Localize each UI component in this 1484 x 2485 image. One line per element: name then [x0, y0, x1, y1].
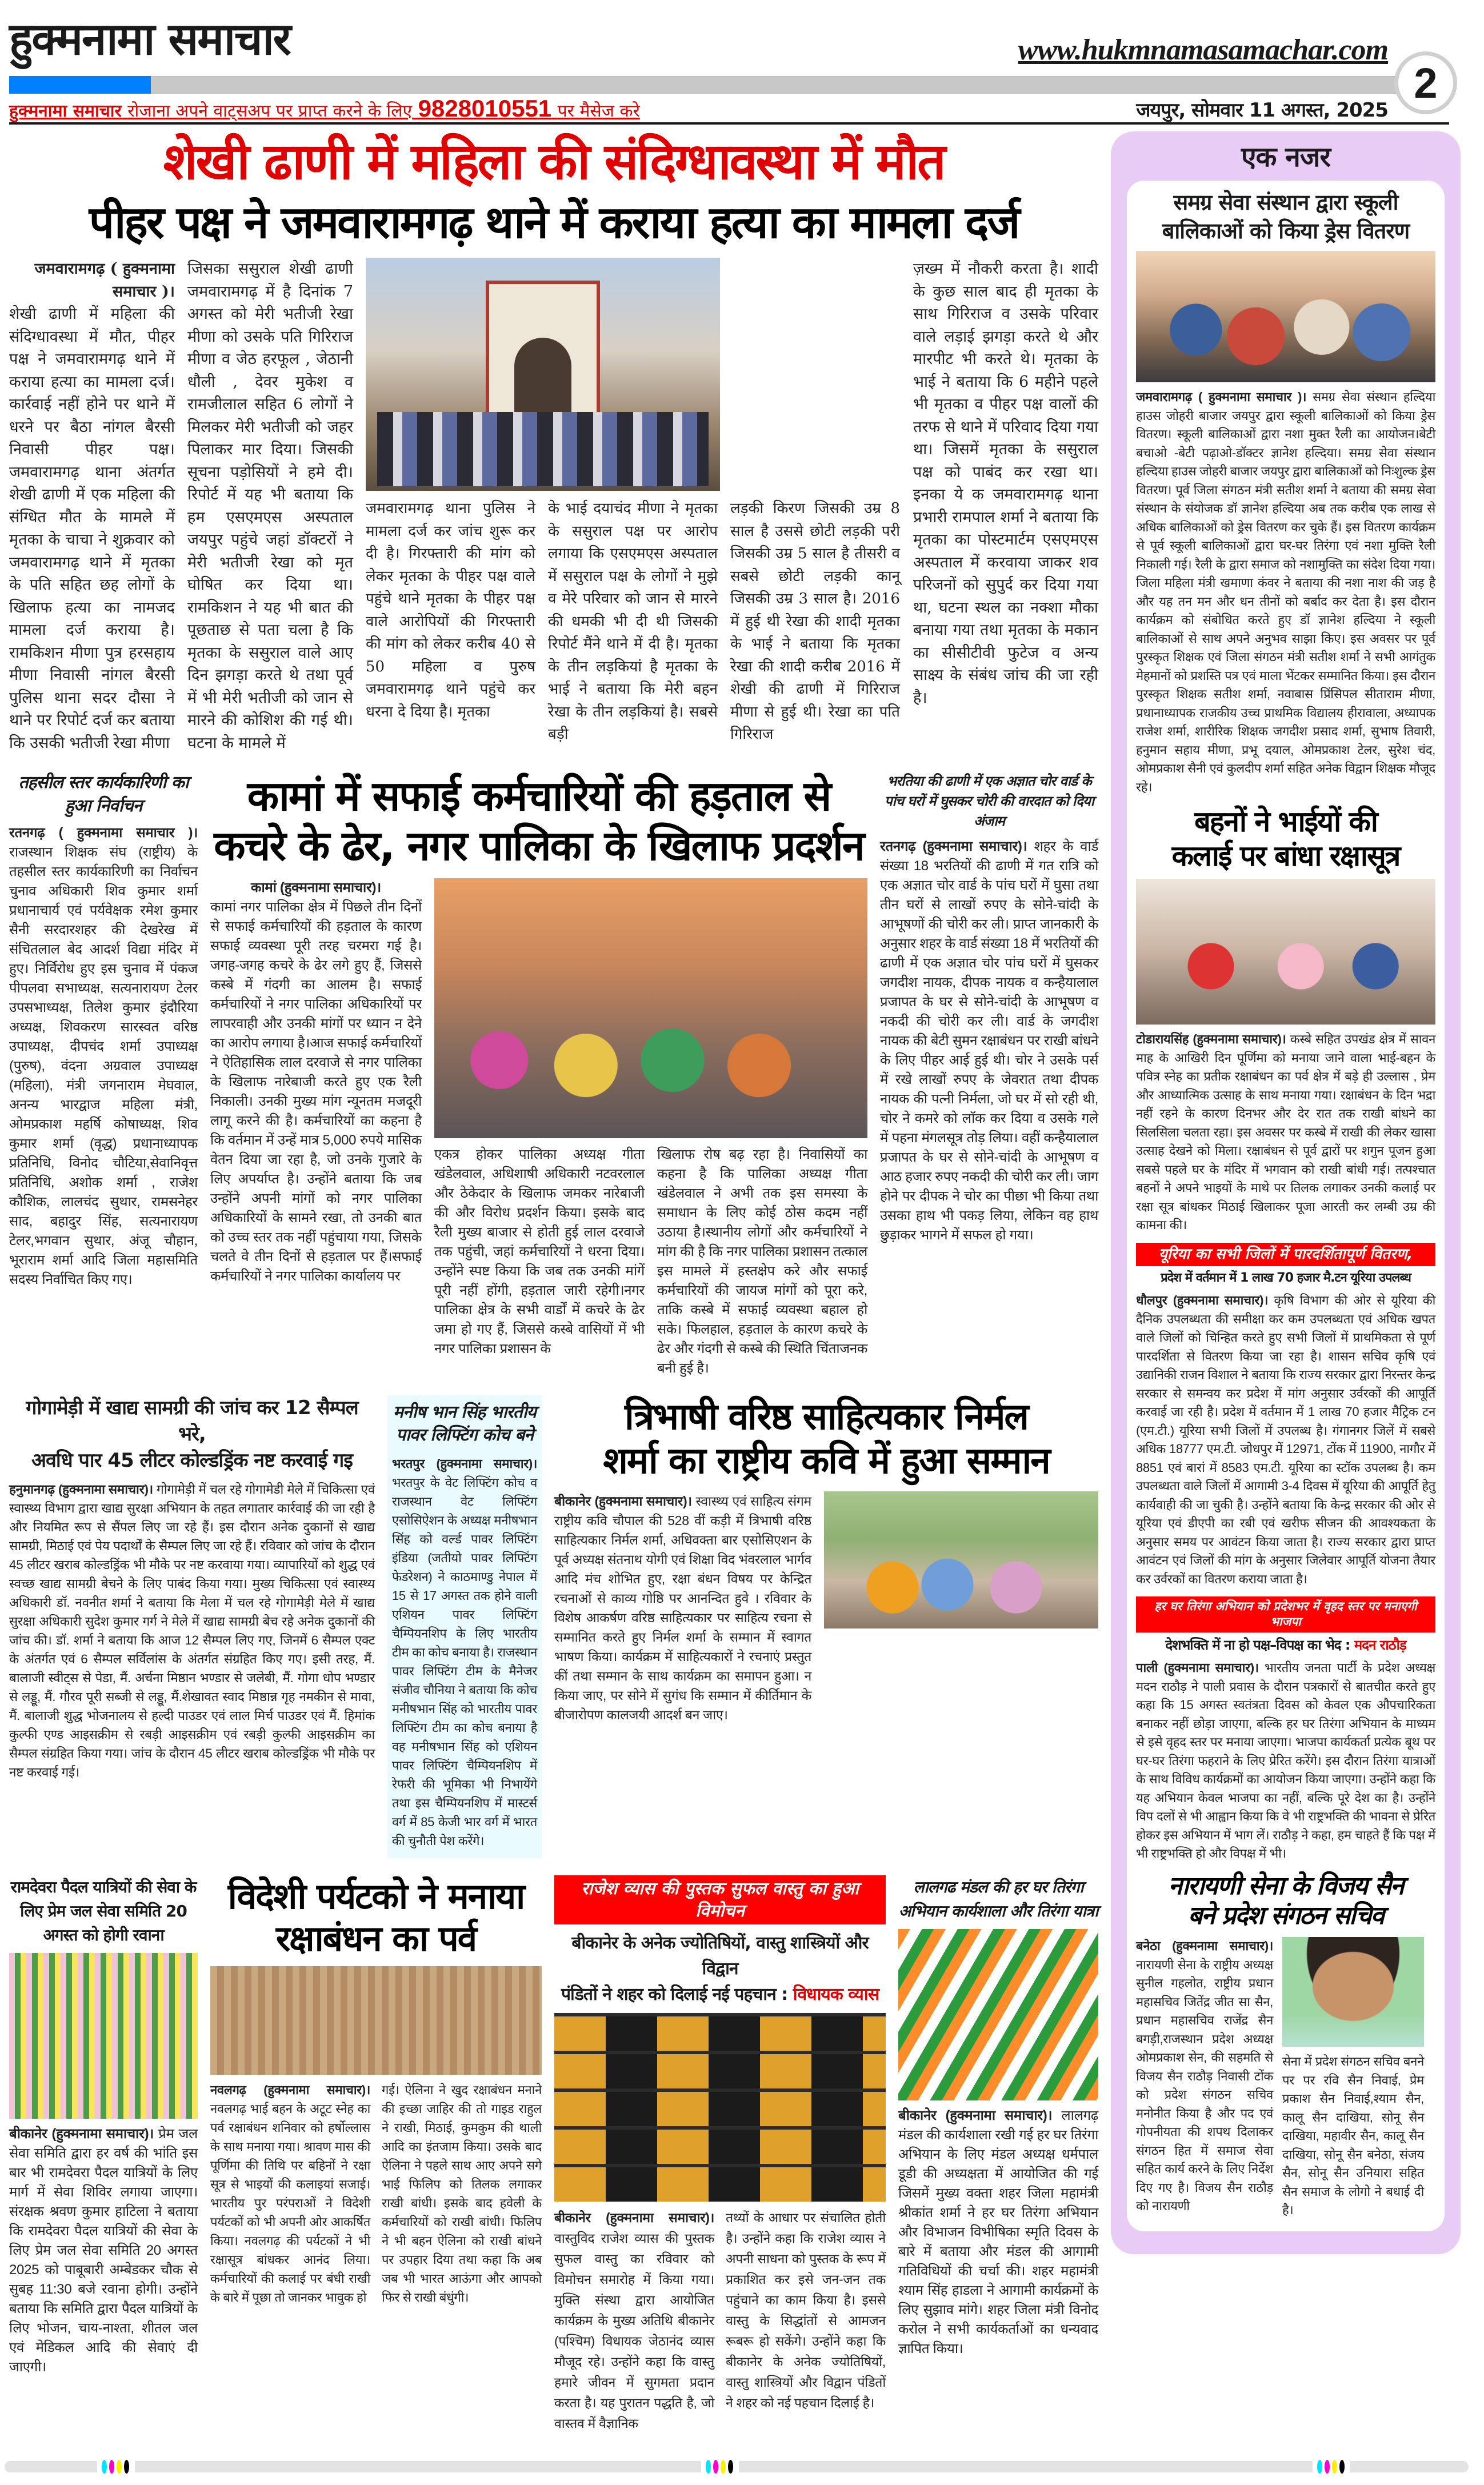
vastu-col-1-text: वास्तुविद राजेश व्यास की पुस्तक सुफल वास्तु का रविवार को विमोचन समारोह में किया गया। मुक्ति संस्था द्वारा आयोजित कार्यक्रम के मुख्य अतिथि बीकानेर (पश्चिम) विधायक जेठानंद व्यास मौजूद रहे। उन्होंने कहा कि वास्तु हमारे जीवन में सुगमता प्रदान करता है। यह पुरातन पद्धति है, जो वास्तव में वैज्ञानिक: [554, 2230, 714, 2431]
ramdevra-body: [9, 2124, 198, 2377]
lalgarh-text: लालगढ़ मंडल की कार्यशाला रखी गई हर घर तिरंगा अभियान के लिए मंडल अध्यक्ष धर्मपाल डूडी की अध्यक्षता में आयोजित की गई जिसमें मुख्य वक्ता शहर जिला महामंत्री श्रीकांत शर्मा ने हर घर तिरंगा अभियान और विभाजन विभीषिका स्मृति दिवस के बारे में बताया और मंडल की आगामी गतिविधियों की चर्चा की। शहर महामंत्री श्याम सिंह हाडला ने आगामी कार्यक्रमों के लिए सुझाव मांगे। शहर जिला मंत्री विनोद करोल ने सभी कार्यकर्ताओं का धन्यवाद ज्ञापित किया।: [898, 2107, 1098, 2356]
masthead-rule: [9, 122, 1449, 125]
registration-dot: [706, 2460, 711, 2474]
issue-dateline: जयपुर, सोमवार 11 अगस्त, 2025: [1136, 99, 1388, 122]
sidebar-story1: [1136, 189, 1435, 797]
second-band: [9, 771, 1098, 1378]
raksha-bandhan-photo: [1136, 879, 1435, 1025]
lead-col-4: के भाई दयाचंद मीणा ने मृतका के ससुराल पक्ष पर आरोप लगाया कि एसएमएस अस्पताल में ससुराल पक्ष के लोगों ने मुझे व मेरे परिवार को जान से मारने की धमकी भी दी थी जिसकी रिपोर्ट मैंने थाने में दी है। मृतका के तीन लड़कियां है मृतका के भाई ने बताया कि मेरी बहन रेखा के तीन लड़कियां है। सबसे बड़ी: [548, 500, 718, 743]
sidebar-story5: [1136, 1871, 1435, 2220]
kaman-col-2: एकत्र होकर पालिका अध्यक्ष गीता खंडेलवाल, अधिशाषी अधिकारी नटवरलाल और ठेकेदार के खिलाफ जमकर नारेबाजी की और विरोध प्रदर्शन किया। इसके बाद रैली मुख्य बाजार से होती हुई लाल दरवाजे तक पहुंची, जहां कर्मचारियों ने धरना दिया। उन्होंने स्पष्ट किया कि जब तक उनकी मांगें पूरी नहीं होंगी, हड़ताल जारी रहेगी।नगर पालिका क्षेत्र के सभी वार्डों में कचरे के ढेर जमा हो गए हैं, जिससे कस्बे वासियों में भी नगर पालिका प्रशासन के: [434, 1146, 645, 1356]
website-link[interactable]: www.hukmnamasamachar.com: [1018, 34, 1388, 66]
sidebar-story3-banner: यूरिया का सभी जिलों में पारदर्शितापूर्ण वितरण,: [1136, 1243, 1435, 1267]
registration-dot: [109, 2460, 114, 2474]
whatsapp-promo: [9, 97, 640, 123]
kaman-dateline: कामां (हुक्मनामा समाचार)।: [251, 879, 381, 895]
vijay-sain-portrait: [1282, 1937, 1424, 2047]
sidebar-story5-headline-line1: नारायणी सेना के विजय सैन: [1168, 1871, 1403, 1900]
gogamedi-story: [9, 1395, 375, 1782]
registration-dot: [1332, 2460, 1337, 2474]
tehsil-text: राजस्थान शिक्षक संघ (राष्ट्रीय) के तहसील स्तर कार्यकारिणी का निर्वाचन चुनाव अधिकारी शिव कुमार शर्मा प्रधानाचार्य एवं पर्यवेक्षक रमेश कुमार सैनी सरदारशहर की देखरेख में संचितलाल बेद आदर्श विद्या मंदिर में हुए। निर्विरोध हुए इस चुनाव में पंकज पीपलवा सभाध्यक्ष, सत्यनारायण टेलर उपसभाध्यक्ष, तिलेश कुमार इंदौरिया अध्यक्ष, शिवकरण सारस्वत वरिष्ठ उपाध्यक्ष, दीपचंद शर्मा उपाध्यक्ष (पुरुष), वंदना अग्रवाल उपाध्यक्ष (महिला), मंत्री जगनाराम मेघवाल, अनन्य भारद्वाज महिला मंत्री, ओमप्रकाश महर्षि कोषाध्यक्ष, शिव कुमार शर्मा (वृद्ध) प्रधानाध्यापक प्रतिनिधि, विनोद चौटिया,सेवानिवृत्त प्रतिनिधि, अशोक शर्मा , राजेश कौशिक, लालचंद सुथार, रामसनेहर साद, बहादुर सिंह, सत्यनारायण टेलर,भगवान सुथार, अंजू चौहान, भूराराम शर्मा आदि जिला महासमिति सदस्य निर्वाचित किए गए।: [9, 845, 198, 1288]
tiranga-yatra-photo: [898, 1929, 1098, 2100]
registration-dot: [1317, 2460, 1322, 2474]
masthead-bar: [151, 76, 1397, 94]
theft-story: [880, 771, 1098, 1244]
vastu-headline-line2: पंडितों ने शहर को दिलाई नई पहचान :: [561, 1984, 788, 2004]
lead-story: [9, 131, 1098, 754]
sidebar-story2: [1136, 805, 1435, 1235]
tehsil-dateline: रतनगढ़ ( हुक्मनामा समाचार )।: [9, 825, 198, 841]
kavi-chaupal-photo: [824, 1491, 1098, 1628]
sidebar-title: एक नजर: [1241, 141, 1330, 173]
vastu-col-2: तथ्यों के आधार पर संचालित होती है। उन्होंने कहा कि राजेश व्यास ने अपनी साधना को पुस्तक के रूप में प्रकाशित कर इसे जन-जन तक पहुंचाने का काम किया है। इससे वास्तु के सिद्धांतों से आमजन रूबरू हो सकेंगे। उन्होंने कहा कि बीकानेर के अनेक ज्योतिषियों, वास्तु शास्त्रियों और विद्वान पंडितों ने शहर को नई पहचान दिलाई है।: [726, 2210, 886, 2410]
sidebar-story1-body: [1136, 388, 1435, 797]
masthead-title: हुक्मनामा समाचार: [9, 14, 290, 65]
main-news-area: [9, 131, 1098, 2434]
sidebar-story3-subhead: प्रदेश में वर्तमान में 1 लाख 70 हजार मै.टन यूरिया उपलब्ध: [1161, 1271, 1411, 1286]
sidebar-story2-headline-line1: बहनों ने भाईयों की: [1194, 805, 1377, 839]
sidebar-story3: [1136, 1243, 1435, 1588]
lead-col-5: लड़की किरण जिसकी उम्र 8 साल है उससे छोटी लड़की परी जिसकी उम्र 5 साल है तीसरी व सबसे छोटी लड़की कानू जिसकी उम्र 3 साल है। 2016 में हुई थी रेखा की शादी मृतका के भाई ने बताया कि मृतका रेखा की शादी करीब 2016 में शेखी की ढाणी में गिरिराज मीणा से हुई थी। रेखा का पति गिरिराज: [730, 500, 900, 743]
tourist-col-2: गई। ऐलिना ने खुद रक्षाबंधन मनाने की इच्छा जाहिर की तो गाइड राहुल ने राखी, मिठाई, कुमकुम की थाली आदि का इंतजाम किया। उसके बाद ऐलिना ने पहले साथ आए अपने सगे भाई फिलिप को तिलक लगाकर राखी बांधी। इसके बाद हवेली के कर्मचारियों को राखी बांधी। फिलिप ने भी बहन ऐलिना को राखी बांधने पर उपहार दिया तथा कहा कि अब जब भी भारत आऊंगा और आपको फिर से राखी बंधुंगी।: [382, 2082, 542, 2304]
dress-distribution-photo: [1136, 251, 1435, 382]
sidebar-story2-dateline: टोडारायसिंह (हुक्मनामा समाचार)।: [1136, 1032, 1286, 1047]
sidebar-story4-subhead: [1136, 1636, 1435, 1654]
masthead: [0, 0, 1484, 127]
lead-headline: पीहर पक्ष ने जमवारामगढ़ थाने में कराया हत्या का मामला दर्ज: [89, 197, 1019, 249]
theft-dateline: रतनगढ़ (हुक्मनामा समाचार)।: [880, 838, 1027, 854]
ek-nazar-sidebar: [1111, 131, 1461, 2254]
sidebar-story5-dateline: बनेठा (हुक्मनामा समाचार)।: [1136, 1939, 1273, 1954]
vastu-story: [554, 1875, 886, 2434]
gogamedi-headline: [9, 1395, 375, 1474]
ramdevra-story: [9, 1875, 198, 2377]
sahitya-dateline: बीकानेर (हुक्मनामा समाचार)।: [554, 1493, 692, 1508]
kaman-headline-line1: कामां में सफाई कर्मचारियों की हड़ताल से: [247, 772, 831, 821]
tourist-photo: [210, 1966, 542, 2075]
lead-col-1-text: शेखी ढाणी में महिला की संदिग्धावस्था में मौत, पीहर पक्ष ने जमवारामगढ़ थाने में कराया हत्या का मामला दर्ज। कार्रवाई नहीं होने पर थाने में धरने पर बैठा नांगल बैरसी निवासी पीहर पक्ष। जमवारामगढ़ थाना अंतर्गत शेखी ढाणी में एक महिला की संग्धित मौत के मामले में मृतका के चाचा ने शुक्रवार को जमवारामगढ़ थाने में मृतका के पति सहित छह लोगों के खिलाफ हत्या का नामजद मामला दर्ज कराया है। रामकिशन मीणा पुत्र हरसहाय मीणा निवासी नांगल बैरसी पुलिस थाना सदर दौसा ने थाने पर रिपोर्ट दर्ज कर बताया कि उसकी भतीजी रेखा मीणा: [9, 305, 175, 752]
kaman-col-3: खिलाफ रोष बढ़ रहा है। निवासियों का कहना है कि पालिका अध्यक्ष गीता खंडेलवाल ने अभी तक इस समस्या के समाधान के लिए कोई ठोस कदम नहीं उठाया है।स्थानीय लोगों और कर्मचारियों ने मांग की है कि नगर पालिका प्रशासन तत्काल इस मामले में हस्तक्षेप करे और सफाई कर्मचारियों की जायज मांगों को पूरा करे, ताकि कस्बे में सफाई व्यवस्था बहाल हो सके। फिलहाल, हड़ताल के कारण कचरे के ढेर और गंदगी से कस्बे की स्थिति चिंताजनक बनी हुई है।: [657, 1146, 867, 1376]
lalgarh-body: [898, 2106, 1098, 2359]
registration-dot: [102, 2460, 107, 2474]
page-number: 2: [1414, 59, 1438, 107]
powerlifting-body: [392, 1454, 537, 1850]
lalgarh-dateline: बीकानेर (हुक्मनामा समाचार)।: [898, 2107, 1053, 2123]
registration-dot: [1325, 2460, 1330, 2474]
gogamedi-text: गोगामेड़ी में चल रहे गोगामेडी मेले में चिकित्सा एवं स्वास्थ्य विभाग द्वारा खाद्य सुरक्षा अभियान के तहत लगातार कार्रवाई की जा रही है और नियमित रूप से सैंपल लिए जा रहे हैं। इस दौरान अनेक दुकानों से खाद्य सामग्री, मिठाई एवं पेय पदार्थों के सैम्पल लिए जा रहे हैं। रविवार को जांच के दौरान 45 लीटर खराब कोल्डड्रिंक भी मौके पर नष्ट करवाया गया। व्यापारियों को शुद्ध एवं स्वच्छ खाद्य सामग्री बेचने के लिए पाबंद किया गया। मुख्य चिकित्सा एवं स्वास्थ्य अधिकारी डॉ. नवनीत शर्मा ने बताया कि मेला में चल रहे गोगामेड़ी मेले में खाद्य सुरक्षा अधिकारी सुदेश कुमार गर्ग ने मेले में खाद्य सामग्री बेच रहे अनेक दुकानों की जांच की। डॉ. शर्मा ने बताया कि आज 12 सैम्पल लिए गए, जिनमें 6 सैम्पल एक्ट के अंतर्गत एवं 6 सैम्पल सर्विलांस के अंतर्गत संग्रहित किए गए। इसी तरह, मैं. बालाजी स्वीट्स से पेडा, मैं. अर्चना मिष्ठान भण्डार से जलेबी, मैं. गोगा धोप भण्डार से लड्डू, मैं. गौरव पूरी सब्जी से लड्डू, मैं.शेखावत स्वाद मिष्ठान्न गृह नमकीन से मावा, मैं. बालाजी शुद्ध भोजनालय से हल्दी पाउडर एवं लाल मिर्च पाउडर एवं मैं. हिमांक कुल्फी एण्ड आइसक्रीम से रबड़ी आइसक्रीम एवं रबड़ी कुल्फी आइसक्रीम का सैम्पल संग्रहित किया गया। जांच के दौरान 45 लीटर खराब कोल्डड्रिंक भी मौके पर नष्ट करवाई गई।: [9, 1482, 375, 1779]
sidebar-story2-headline-line2: कलाई पर बांधा रक्षासूत्र: [1171, 839, 1400, 873]
sahitya-story: [554, 1395, 1098, 1724]
sahitya-body: [554, 1491, 811, 1724]
lead-col-2: जिसका ससुराल शेखी ढाणी जमवारामगढ़ में है दिनांक 7 अगस्त को मेरी भतीजी रेखा मीणा को उसके पति गिरिराज मीणा व जेठ हरफूल , जेठानी धौली , देवर मुकेश व रामजीलाल सहित 6 लोगों ने मिलकर मेरी भतीजी को जहर पिलाकर मार दिया। जिसकी सूचना पड़ोसियों ने हमे दी। रिपोर्ट में यह भी बताया कि हम एसएमएस अस्पताल जयपुर पहुंचे जहां डॉक्टरों ने मेरी भतीजी रेखा को मृत घोषित कर दिया था। रामकिशन ने यह भी बात की पूछताछ से पता चला है कि मृतका के ससुराल वाले आए दिन झगड़ा करते थे तथा पूर्व में भी मेरी भतीजी को जान से मारने की कोशिश की गई थी। घटना के मामले में: [187, 260, 353, 752]
sidebar-panel: [1127, 181, 1445, 2231]
sidebar-story3-text: कृषि विभाग की ओर से यूरिया की दैनिक उपलब्धता की समीक्षा कर कम उपलब्धता एवं अधिक खपत वाले जिलों को चिन्हित करते हुए सभी जिलों में प्राथमिकता से पूर्ण पारदर्शिता से वितरण किया जा रहा है। शासन सचिव कृषि एवं उद्यानिकी राजन विशाल ने बताया कि राज्य सरकार द्वारा निरन्तर केन्द्र सरकार से समन्वय कर प्रदेश में मांग अनुसार उर्वरकों की आपूर्ति करवाई जा रही है। प्रदेश में वर्तमान में 1 लाख 70 हजार मैट्रिक टन (एम.टी.) यूरिया सभी जिलों में उपलब्ध है। गंगानगर जिलें में सबसे अधिक 18777 एम.टी. जोधपुर में 12971, टोंक में 11900, नागौर में 8851 एवं बारां में 8583 एम.टी. यूरिया का स्टॉक उपलब्ध है। कम उपलब्धता वाले जिलों में आगामी 3-4 दिवस में यूरिया की आपूर्ति हेतु कार्यवाही की जा चुकी है। उन्होंने बताया कि केन्द्र सरकार की ओर से यूरिया एवं डीएपी का रबी एवं खरीफ सीजन की आवश्यकता के अनुसार समय पर आवंटन किया जाता है। राज्य सरकार द्वारा प्राप्त आवंटन एवं जिलों की मांग के अनुसार जिलेवार आपूर्ति योजना तैयार कर उर्वरकों का वितरण कराया जाता है।: [1136, 1293, 1435, 1586]
sidebar-story5-text: नारायणी सेना के राष्ट्रीय अध्यक्ष सुनील गहलोत, राष्ट्रीय प्रधान महासचिव जितेंद्र जीत सा सैन, प्रधान महासचिव राजेंद्र सैन बगड़ी,राजस्थान प्रदेश अध्यक्ष ओमप्रकाश सेन, की सहमति से विजय सैन राठौड़ निवासी टोंक को प्रदेश संगठन सचिव मनोनीत किया है और पद एवं गोपनीयता की शपथ दिलाकर संगठन हित में समाज सेवा सहित कार्य करने के लिए निर्देश दिए गए है। विजय सैन राठौड़ को नारायणी: [1136, 1957, 1273, 2214]
lead-col-1: [9, 258, 175, 754]
third-band: [9, 1395, 1098, 1858]
sidebar-story2-text: कस्बे सहित उपखंड क्षेत्र में सावन माह के आखिरी दिन पूर्णिमा को मनाया जाने वाला भाई-बहन के पवित्र स्नेह का प्रतीक रक्षाबंधन का पर्व क्षेत्र में बड़े ही उल्लास , प्रेम और आध्यात्मिक उत्साह के साथ मनाया गया। रक्षाबंधन के दिन भद्रा नहीं रहने के कारण दिनभर और देर रात तक राखी बांधने का सिलसिला चलता रहा। इस अवसर पर कस्बे में राखी की लेकर खासा उत्साह देखने को मिला। रक्षाबंधन से पूर्व द्वारों पर शगुन पूजन हुआ सबसे पहले घर के मंदिर में भगवान को राखी बांधी गई। तत्पश्चात बहनों ने अपने भाइयों के माथे पर तिलक लगाकर उनकी कलाई पर रक्षा सूत्र बांधकर मिठाई खिलाकर पूजा आरती कर लम्बी उम्र की कामना की।: [1136, 1032, 1435, 1233]
vastu-headline-line1: बीकानेर के अनेक ज्योतिषियों, वास्तु शास्त्रियों और विद्वान: [571, 1932, 869, 1979]
theft-headline: भरतिया की ढाणी में एक अज्ञात चोर वार्ड के पांच घरों में घुसकर चोरी की वारदात को दिया अंजाम: [884, 773, 1094, 829]
sahitya-headline-line2: शर्मा का राष्ट्रीय कवि में हुआ सम्मान: [603, 1439, 1050, 1482]
tourist-headline-line1: विदेशी पर्यटको ने मनाया: [227, 1875, 525, 1917]
sidebar-story4: [1136, 1596, 1435, 1863]
masthead-bar-accent: [9, 76, 151, 94]
lead-kicker: शेखी ढाणी में महिला की संदिग्धावस्था में मौत: [163, 132, 945, 191]
sanitation-protest-photo: [434, 878, 867, 1138]
promo-brand: हुक्मनामा समाचार: [9, 101, 122, 121]
tourist-story: [210, 1875, 542, 2307]
kaman-col-1-text: कामां नगर पालिका क्षेत्र में पिछले तीन दिनों से सफाई कर्मचारियों की हड़ताल के कारण सफाई व्यवस्था पूरी तरह चरमरा गई है। जगह-जगह कचरे के ढेर लगे हुए हैं, जिससे कस्बे में गंदगी का आलम है। सफाई कर्मचारियों ने नगर पालिका अधिकारियों पर लापरवाही और उनकी मांगों पर ध्यान न देने का आरोप लगाया है।आज सफाई कर्मचारियों ने ऐतिहासिक लाल दरवाजे से नगर पालिका के खिलाफ नारेबाजी करते हुए एक रैली निकाली। उनकी मुख्य मांग न्यूनतम मजदूरी लागू करने की है। कर्मचारियों का कहना है कि वर्तमान में उन्हें मात्र 5,000 रुपये मासिक वेतन दिया जा रहा है, जो उनके गुजारे के लिए अपर्याप्त है। उन्होंने बताया कि जब उन्होंने अपनी मांगों को नगर पालिका अधिकारियों के सामने रखा, तो उनकी बात को उच्च स्तर तक नहीं पहुंचाया गया, जिसके चलते वे तीन दिनों से हड़ताल पर हैं।सफाई कर्मचारियों ने नगर पालिका कार्यालय पर: [210, 899, 422, 1284]
lead-col-6: ज़ख्म में नौकरी करता है। शादी के कुछ साल बाद ही मृतका के साथ गिरिराज व उसके परिवार वाले लड़ाई झगड़ा करते थे और मारपीट भी करते थे। मृतका के भाई ने बताया कि 6 महीने पहले भी मृतका व पीहर पक्ष वालों की तरफ से थाने में परिवाद दिया गया था। जिसमें मृतका के ससुराल पक्ष को पाबंद कर रखा था। इनका ये क जमवारामगढ़ थाना प्रभारी रामपाल शर्मा ने बताया कि मृतका का पोस्टमार्टम एसएमएस अस्पताल में करवाया जाकर शव परिजनों को सुपुर्द कर दिया गया था, घटना स्थल का नक्शा मौका बनाया गया तथा मृतका के मकान का सीसीटीवी फुटेज व अन्य साक्ष्य के संबंध जांच की जा रही है।: [913, 260, 1098, 707]
tehsil-story: [9, 771, 198, 1290]
powerlifting-headline: मनीष भान सिंह भारतीय पावर लिफ्टिंग कोच बने: [393, 1402, 536, 1446]
registration-dot: [124, 2460, 129, 2474]
tourist-col-1-text: नवलगढ़ भाई बहन के अटूट स्नेह का पर्व रक्षाबंधन शनिवार को हर्षोल्लास के साथ मनाया गया। श्रावण मास की पूर्णिमा की तिथि पर बहिनों ने रक्षा सूत्र से भाइयों की कलाइयां सजाई। भारतीय पुर परंपराओं ने विदेशी पर्यटकों को भी अपनी ओर आकर्षित किया। नवलगढ़ की पर्यटकों ने भी रक्षासूत्र बांधकर आनंद लिया। कर्मचारियों की कलाई पर बंधी राखी के बारे में पूछा तो जानकर भावुक हो: [210, 2101, 370, 2304]
gogamedi-headline-line1: गोगामेड़ी में खाद्य सामग्री की जांच कर 12 सैम्पल भरे,: [26, 1396, 358, 1446]
page-body: [0, 127, 1484, 2434]
vastu-dateline: बीकानेर (हुक्मनामा समाचार)।: [554, 2210, 714, 2225]
gogamedi-body: [9, 1480, 375, 1782]
ramdevra-dateline: बीकानेर (हुक्मनामा समाचार)।: [9, 2126, 154, 2142]
sidebar-story4-dateline: पाली (हुक्मनामा समाचार)।: [1136, 1660, 1259, 1675]
theft-text: शहर के वार्ड संख्या 18 भरतियों की ढाणी में गत रात्रि को एक अज्ञात चोर वार्ड के पांच घरों में घुसा तथा तीन घरों से लाखों रुपए के सोने-चांदी के आभूषणों की चोरी कर ली। प्राप्त जानकारी के अनुसार शहर के वार्ड संख्या 18 में भरतियों की ढाणी में एक अज्ञात चोर पांच घरों में घुसकर जगदीश नायक, दीपक नायक व कन्हैयालाल प्रजापत के घर से सोने-चांदी के आभूषण व नकदी की चोरी कर ली। वार्ड के जगदीश नायक की बेटी सुमन रक्षाबंधन पर राखी बांधने के लिए पीहर आई हुई थी। चोर ने उसके पर्स में रखे लाखों रुपए के जेवरात तथा दीपक नायक की पत्नी निर्मला, जो घर में सो रही थी, चोर ने कमरे को लाॅक कर दिया व उसके गले में पहना मंगलसूत्र तोड़ लिया। वहीं कन्हैयालाल प्रजापत के घर से सोने-चांदी के आभूषण व आठ हजार रुपए नकदी की चोरी कर ली। जाग होने पर दीपक ने चोर का पीछा भी किया तथा उसका हाथ भी पकड़ लिया, लेकिन वह हाथ छुड़ाकर भागने में सफल हो गया।: [880, 838, 1098, 1243]
registration-dot: [1339, 2460, 1345, 2474]
sidebar-story1-dateline: जमवारामगढ़ ( हुक्मनामा समाचार )।: [1136, 390, 1307, 405]
registration-dot: [117, 2460, 122, 2474]
tehsil-body: [9, 823, 198, 1290]
sahitya-headline-line1: त्रिभाषी वरिष्ठ साहित्यकार निर्मल: [625, 1395, 1028, 1438]
book-launch-photo: [554, 2013, 886, 2202]
gogamedi-dateline: हनुमानगढ़ (हुक्मनामा समाचार)।: [9, 1482, 153, 1496]
powerlifting-dateline: भरतपुर (हुक्मनामा समाचार)।: [392, 1456, 537, 1471]
sidebar-story1-headline: समग्र सेवा संस्थान द्वारा स्कूली बालिकाओं को किया ड्रेस वितरण: [1162, 190, 1410, 243]
kaman-story: [210, 771, 867, 1378]
promo-text-1: रोजाना अपने वाट्सअप पर प्राप्त करने के लिए: [127, 101, 413, 121]
sidebar-story5-col-2: सेना में प्रदेश संगठन सचिव बनने पर पर रवि सैन निवाई, प्रेम प्रकाश सैन निवाई,श्याम सैन, कालू सैन दाखिया, सोनू सैन दाखिया, महावीर सैन, कालू सैन दाखिया, सोनू सैन बनेठा, संजय सैन, सोनू सैन उनियारा सहित सैन समाज के लोगो ने बधाई दी है।: [1282, 2054, 1424, 2218]
sidebar-story2-body: [1136, 1030, 1435, 1235]
sahitya-text: स्वास्थ्य एवं साहित्य संगम राष्ट्रीय कवि चौपाल की 528 वीं कड़ी में त्रिभाषी वरिष्ठ साहित्यकार निर्मल शर्मा, अधिवक्ता बार एसोसिएशन के पूर्व अध्यक्ष संतनाथ योगी एवं शिक्षा विद भंवरलाल भार्गव आदि मंच शोभित हुए, रक्षा बंधन विषय पर केन्द्रित रचनाओं से काव्य गोष्ठि पर आनन्दित हुवे । रविवार के विशेष आकर्षण वरिष्ठ साहित्यकार पर साहित्य रचना से सम्मानित करते हुए निर्मल शर्मा के सम्मान में स्वागत भाषण किया। कार्यक्रम में साहित्यकारों ने रचनाएं प्रस्तुत कीं तथा सम्मान के साथ कार्यक्रम का समापन हुआ। न किया जाए, पर सोने में सुगंध कि सम्मान में कीर्तिमान के बीजारोपण कालजयी आदर्श बन जाए।: [554, 1493, 811, 1722]
vastu-col-1: [554, 2207, 714, 2434]
sidebar-story5-headline-line2: बने प्रदेश संगठन सचिव: [1188, 1901, 1383, 1931]
tourist-headline-line2: रक्षाबंधन का पर्व: [275, 1918, 477, 1960]
kaman-headline-line2: कचरे के ढेर, नगर पालिका के खिलाफ प्रदर्शन: [214, 821, 864, 870]
police-station-photo: [366, 258, 720, 491]
sidebar-story5-col-1: [1136, 1937, 1273, 2216]
promo-phone[interactable]: 9828010551: [418, 95, 552, 122]
ramdevra-text: प्रेम जल सेवा समिति द्वारा हर वर्ष की भांति इस बार भी रामदेवरा पैदल यात्रियों के लिए मार्ग में सेवा शिविर लगाया जाएगा। संरक्षक श्रवण कुमार हाटिला ने बताया कि रामदेवरा पैदल यात्रियों की सेवा के लिए प्रेम जल सेवा समिति 20 अगस्त 2025 को पाबूबारी अम्बेडकर चौक से सुबह 11:30 बजे रवाना होगी। उन्होंने बताया कि समिति द्वारा पैदल यात्रियों के लिए भोजन, चाय-नाश्ता, शीतल जल एवं मेडिकल आदि की सेवाएं दी जाएगी।: [9, 2126, 198, 2375]
sidebar-story4-banner: हर घर तिरंगा अभियान को प्रदेशभर में वृहद स्तर पर मनाएगी भाजपा: [1136, 1596, 1435, 1632]
tourist-col-1: [210, 2080, 370, 2307]
vastu-headline: [554, 1930, 886, 2007]
sidebar-story4-subhead-text: देशभक्ति में ना हो पक्ष–विपक्ष का भेद :: [1165, 1636, 1350, 1653]
powerlifting-text: भरतपुर के वेट लिफ्टिंग कोच व राजस्थान वेट लिफ्टिंग एसोसिऐशन के अध्यक्ष मनीषभान सिंह को वर्ल्ड पावर लिफ्टिंग इंडिया (जतीयो पावर लिफ्टिंग फेडरेशन) ने काठमाण्डु नेपाल में 15 से 17 अगस्त तक होने वाली एशियन पावर लिफ्टिंग चैम्पियनशिप के लिए भारतीय टीम का कोच बनाया है। राजस्थान पावर लिफ्टिंग टीम के मैनेजर संजीव चौनिया ने बताया कि कोच मनीषभान सिंह को भारतीय पावर लिफ्टिंग टीम का कोच बनाया है वह मनीषभान सिंह को एशियन पावर लिफ्टिंग चैम्पियनशिप में रेफरी की भूमिका भी निभायेंगे तथा इस चैम्पियनशिप में मास्टर्स वर्ग में 85 केजी भार वर्ग में भारत की चुनौती पेश करेंगे।: [392, 1475, 537, 1848]
ramdevra-photo: [9, 1953, 198, 2119]
promo-text-2: पर मैसेज करे: [557, 101, 640, 121]
lalgarh-headline: लालगढ मंडल की हर घर तिरंगा अभियान कार्यशाला और तिरंगा यात्रा: [898, 1877, 1098, 1920]
lead-dateline: जमवारामगढ़ ( हुक्मनामा समाचार )।: [34, 260, 175, 301]
powerlifting-box: [387, 1395, 542, 1858]
vastu-banner: राजेश व्यास की पुस्तक सुफल वास्तु का हुआ विमोचन: [554, 1875, 886, 1924]
registration-dot: [721, 2460, 726, 2474]
theft-body: [880, 837, 1098, 1245]
lead-col-3: जमवारामगढ़ थाना पुलिस ने मामला दर्ज कर जांच शुरू कर दी है। गिरफ्तारी की मांग को लेकर मृतका के पीहर पक्ष वाले पहुंचे थाने मृतका के पीहर पक्ष वाले आरोपियों की गिरफ्तारी की मांग को लेकर करीब 40 से 50 महिला व पुरुष जमवारामगढ़ थाने पहुंचे कर धरना दे दिया है। मृतका: [366, 500, 535, 721]
page-number-badge: [1394, 51, 1457, 114]
gogamedi-headline-line2: अवधि पार 45 लीटर कोल्डड्रिंक नष्ट करवाई गइ: [31, 1448, 353, 1472]
tehsil-headline: तहसील स्तर कार्यकारिणी का हुआ निर्वाचन: [18, 773, 189, 816]
registration-dot: [728, 2460, 733, 2474]
kaman-col-1: [210, 878, 422, 1286]
sidebar-story4-body: [1136, 1659, 1435, 1863]
vastu-headline-speaker: विधायक व्यास: [793, 1984, 879, 2004]
ramdevra-headline: रामदेवरा पैदल यात्रियों की सेवा के लिए प्रेम जल सेवा समिति 20 अगस्त को होगी रवाना: [10, 1877, 197, 1944]
sidebar-story4-text: भारतीय जनता पार्टी के प्रदेश अध्यक्ष मदन राठौड़ ने पाली प्रवास के दौरान पत्रकारों से बातचीत करते हुए कहा कि 15 अगस्त स्वतंत्रता दिवस को केवल एक औपचारिकता बनाकर नहीं छोड़ा जाएगा, बल्कि हर घर तिरंगा अभियान के माध्यम से इसे वृहद स्तर पर मनाया जाएगा। भाजपा कार्यकर्ता प्रत्येक बूथ पर घर-घर तिरंगा फहराने के लिए प्रेरित करेंगे। इस दौरान तिरंगा यात्राओं के साथ विविध कार्यक्रमों का आयोजन किया जाएगा। उन्होंने कहा कि यह अभियान केवल भाजपा का नहीं, बल्कि पूरे देश का है। उन्होंने विप दलों से भी आह्वान किया कि वे भी राष्ट्रभक्ति की भावना से प्रेरित होकर इस अभियान में भाग लें। राठौड़ ने कहा, हम चाहते हैं कि पक्ष में भी राष्ट्रभक्ति हो और विपक्ष में भी।: [1136, 1660, 1435, 1861]
registration-dot: [713, 2460, 718, 2474]
lalgarh-story: [898, 1875, 1098, 2359]
sidebar-story3-body: [1136, 1291, 1435, 1588]
registration-marks: [0, 2451, 1484, 2485]
sidebar-story1-text: समग्र सेवा संस्थान हल्दिया हाउस जोहरी बाजार जयपुर द्वारा स्कूली बालिकाओं को किया ड्रेस वितरण। स्कूली बालिकाओं द्वारा नशा मुक्त रैली का आयोजन।बेटी बचाओ -बेटी पढ़ाओ-डॉक्टर ज्ञानेश हल्दिया। समग्र सेवा संस्थान हल्दिया हाउस जोहरी बाजार जयपुर द्वारा बालिकाओं को निःशुल्क ड्रेस वितरण। पूर्व जिला संगठन मंत्री सतीश शर्मा ने बताया की समग्र सेवा संस्थान के संयोजक डॉ ज्ञानेश हल्दिया अब तक करीब एक लाख से अधिक बालिकाओं को ड्रेस वितरण कर चुके हैं। इस वितरण कार्यक्रम से पूर्व स्कूली बालिकाओं द्वारा घर-घर तिरंगा एवं नशा मुक्ति रैली निकाली गई। रैली के द्वारा समाज को नशामुक्ति का संदेश दिया गया। जिला महिला मंत्री खमाणा कंवर ने बताया की नशा नाश की जड़ है और यह तन मन और धन तीनों को बर्बाद कर देता है। इस दौरान कार्यक्रम को संबोधित करते हुए डॉ ज्ञानेश हल्दिया ने स्कूली बालिकाओं से साथ अपने अनुभव साझा किए। इस अवसर पर पूर्व पुरस्कृत शिक्षक एवं जिला संगठन मंत्री सतीश शर्मा ने सभी आगंतुक मेहमानों को प्रशस्ति पत्र एवं माला भेंटकर सम्मानित किया। इस दौरान पुरस्कृत शिक्षक सतीश शर्मा, नवाबास प्रिंसिपल सीताराम मीणा, प्रधानाध्यापक राजकीय उच्च प्राथमिक विद्यालय हीरावाला, अध्यापक राजेश शर्मा, शारीरिक शिक्षक जगदीश प्रसाद शर्मा, सुभाष तिवारी, हनुमान सहाय मीणा, प्रभू दयाल, ओमप्रकाश टेलर, सुरेश चंद, ओमप्रकाश सैनी एवं कुलदीप शर्मा सहित अनेक विद्वान शिक्षक मौजूद रहे।: [1136, 390, 1435, 794]
tourist-dateline: नवलगढ़ (हुक्मनामा समाचार)।: [210, 2082, 370, 2097]
sidebar-story3-dateline: धौलपुर (हुक्मनामा समाचार)।: [1136, 1293, 1269, 1308]
bottom-band: [9, 1875, 1098, 2434]
sidebar-story4-speaker: मदन राठौड़: [1354, 1636, 1406, 1653]
